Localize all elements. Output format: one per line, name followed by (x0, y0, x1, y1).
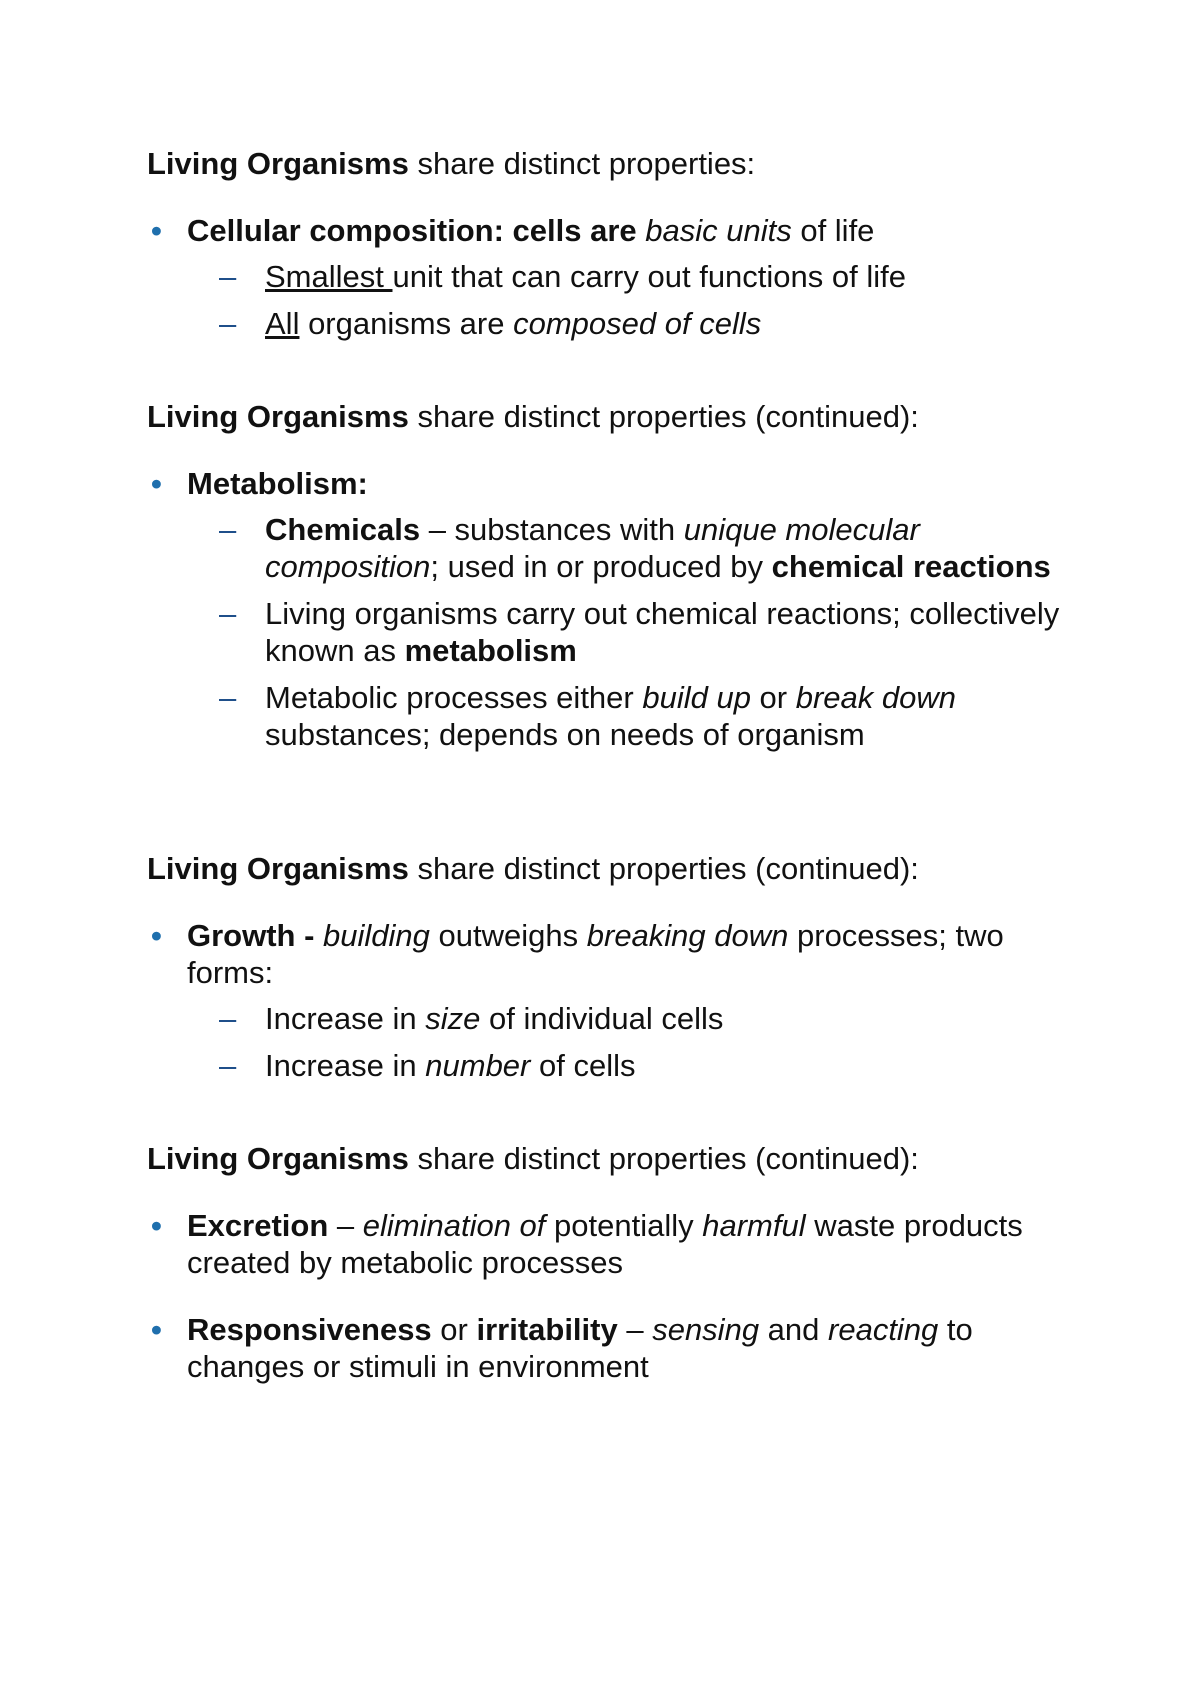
bullet-marker: • (151, 213, 162, 248)
heading-bold: Living Organisms (147, 851, 409, 886)
text-segment: to changes or stimuli in environment (187, 1312, 973, 1384)
sub-item (187, 1000, 1067, 1037)
text-segment: Chemicals (265, 512, 421, 547)
dash-marker: – (219, 1048, 237, 1083)
text-segment: Metabolism: (187, 466, 368, 501)
text-segment: organisms are (299, 306, 514, 341)
text-segment: – (328, 1208, 363, 1243)
text-segment: harmful (702, 1208, 806, 1243)
sub-item (187, 511, 1067, 585)
bullet-item (147, 465, 1067, 753)
sub-list (187, 511, 1067, 753)
text-segment: basic units (645, 213, 792, 248)
text-segment: substances; depends on needs of organism (265, 717, 865, 752)
heading-rest: share distinct properties (continued): (408, 851, 919, 886)
sub-list (187, 258, 1067, 342)
dash-marker: – (219, 1001, 237, 1036)
dash-marker: – (219, 306, 237, 341)
text-segment: Responsiveness (187, 1312, 432, 1347)
bullet-marker: • (151, 918, 162, 953)
text-segment: sensing (652, 1312, 760, 1347)
heading-rest: share distinct properties: (408, 146, 756, 181)
bullet-marker: • (151, 1208, 162, 1243)
sub-item (187, 305, 1067, 342)
text-segment: Growth - (187, 918, 324, 953)
bullet-list (147, 465, 1067, 753)
heading-bold: Living Organisms (147, 1141, 409, 1176)
text-segment: building (323, 918, 430, 953)
text-segment: processes; two forms: (187, 918, 1004, 990)
text-segment: outweighs (429, 918, 587, 953)
bullet-text (187, 466, 368, 501)
text-segment: metabolism (404, 633, 577, 668)
section-heading (147, 398, 1067, 435)
text-segment: of individual cells (480, 1001, 724, 1036)
text-segment: waste products created by metabolic processes (187, 1208, 1023, 1280)
text-segment: – substances with (420, 512, 684, 547)
bullet-marker: • (151, 466, 162, 501)
bullet-text (187, 213, 874, 248)
text-segment: Increase in (265, 1001, 426, 1036)
text-segment: All (265, 306, 300, 341)
text-segment: Smallest (265, 259, 393, 294)
heading-rest: share distinct properties (continued): (408, 399, 919, 434)
text-segment: irritability (476, 1312, 618, 1347)
text-segment: composed of cells (513, 306, 762, 341)
text-segment: Excretion (187, 1208, 329, 1243)
text-segment: or (750, 680, 796, 715)
text-segment: reacting (828, 1312, 939, 1347)
text-segment: Living organisms carry out chemical reactions; collectively known as (265, 596, 1060, 668)
text-segment: elimination of (362, 1208, 546, 1243)
section-heading (147, 145, 1067, 182)
bullet-item (147, 1311, 1067, 1385)
sub-list (187, 1000, 1067, 1084)
bullet-text (187, 918, 1004, 990)
bullet-item (147, 212, 1067, 342)
dash-marker: – (219, 680, 237, 715)
section-excretion-responsiveness (147, 1140, 1067, 1385)
text-segment: unique molecular composition (265, 512, 920, 584)
text-segment: Cellular composition: cells are (187, 213, 646, 248)
text-segment: and (759, 1312, 829, 1347)
bullet-item (147, 1207, 1067, 1281)
text-segment: – (617, 1312, 653, 1347)
heading-rest: share distinct properties (continued): (408, 1141, 919, 1176)
section-growth (147, 850, 1067, 1084)
sub-item (187, 1047, 1067, 1084)
text-segment: Metabolic processes either (265, 680, 643, 715)
bullet-text (187, 1208, 1023, 1280)
section-heading (147, 850, 1067, 887)
bullet-text (187, 1312, 973, 1384)
bullet-item (147, 917, 1067, 1084)
text-segment: unit that can carry out functions of life (392, 259, 906, 294)
text-segment: of cells (530, 1048, 636, 1083)
text-segment: or (431, 1312, 477, 1347)
dash-marker: – (219, 259, 237, 294)
text-segment: number (425, 1048, 531, 1083)
sub-item (187, 679, 1067, 753)
dash-marker: – (219, 596, 237, 631)
dash-marker: – (219, 512, 237, 547)
text-segment: build up (642, 680, 751, 715)
bullet-list (147, 1207, 1067, 1385)
text-segment: chemical reactions (771, 549, 1051, 584)
bullet-list (147, 212, 1067, 342)
heading-bold: Living Organisms (147, 399, 409, 434)
text-segment: ; used in or produced by (430, 549, 772, 584)
section-heading (147, 1140, 1067, 1177)
bullet-list (147, 917, 1067, 1084)
text-segment: Increase in (265, 1048, 426, 1083)
heading-bold: Living Organisms (147, 146, 409, 181)
sub-item (187, 595, 1067, 669)
text-segment: breaking down (586, 918, 789, 953)
section-metabolism (147, 398, 1067, 753)
text-segment: potentially (545, 1208, 703, 1243)
sub-item (187, 258, 1067, 295)
text-segment: of life (791, 213, 875, 248)
text-segment: break down (795, 680, 957, 715)
text-segment: size (425, 1001, 481, 1036)
bullet-marker: • (151, 1312, 162, 1347)
section-cellular-composition (147, 145, 1067, 342)
